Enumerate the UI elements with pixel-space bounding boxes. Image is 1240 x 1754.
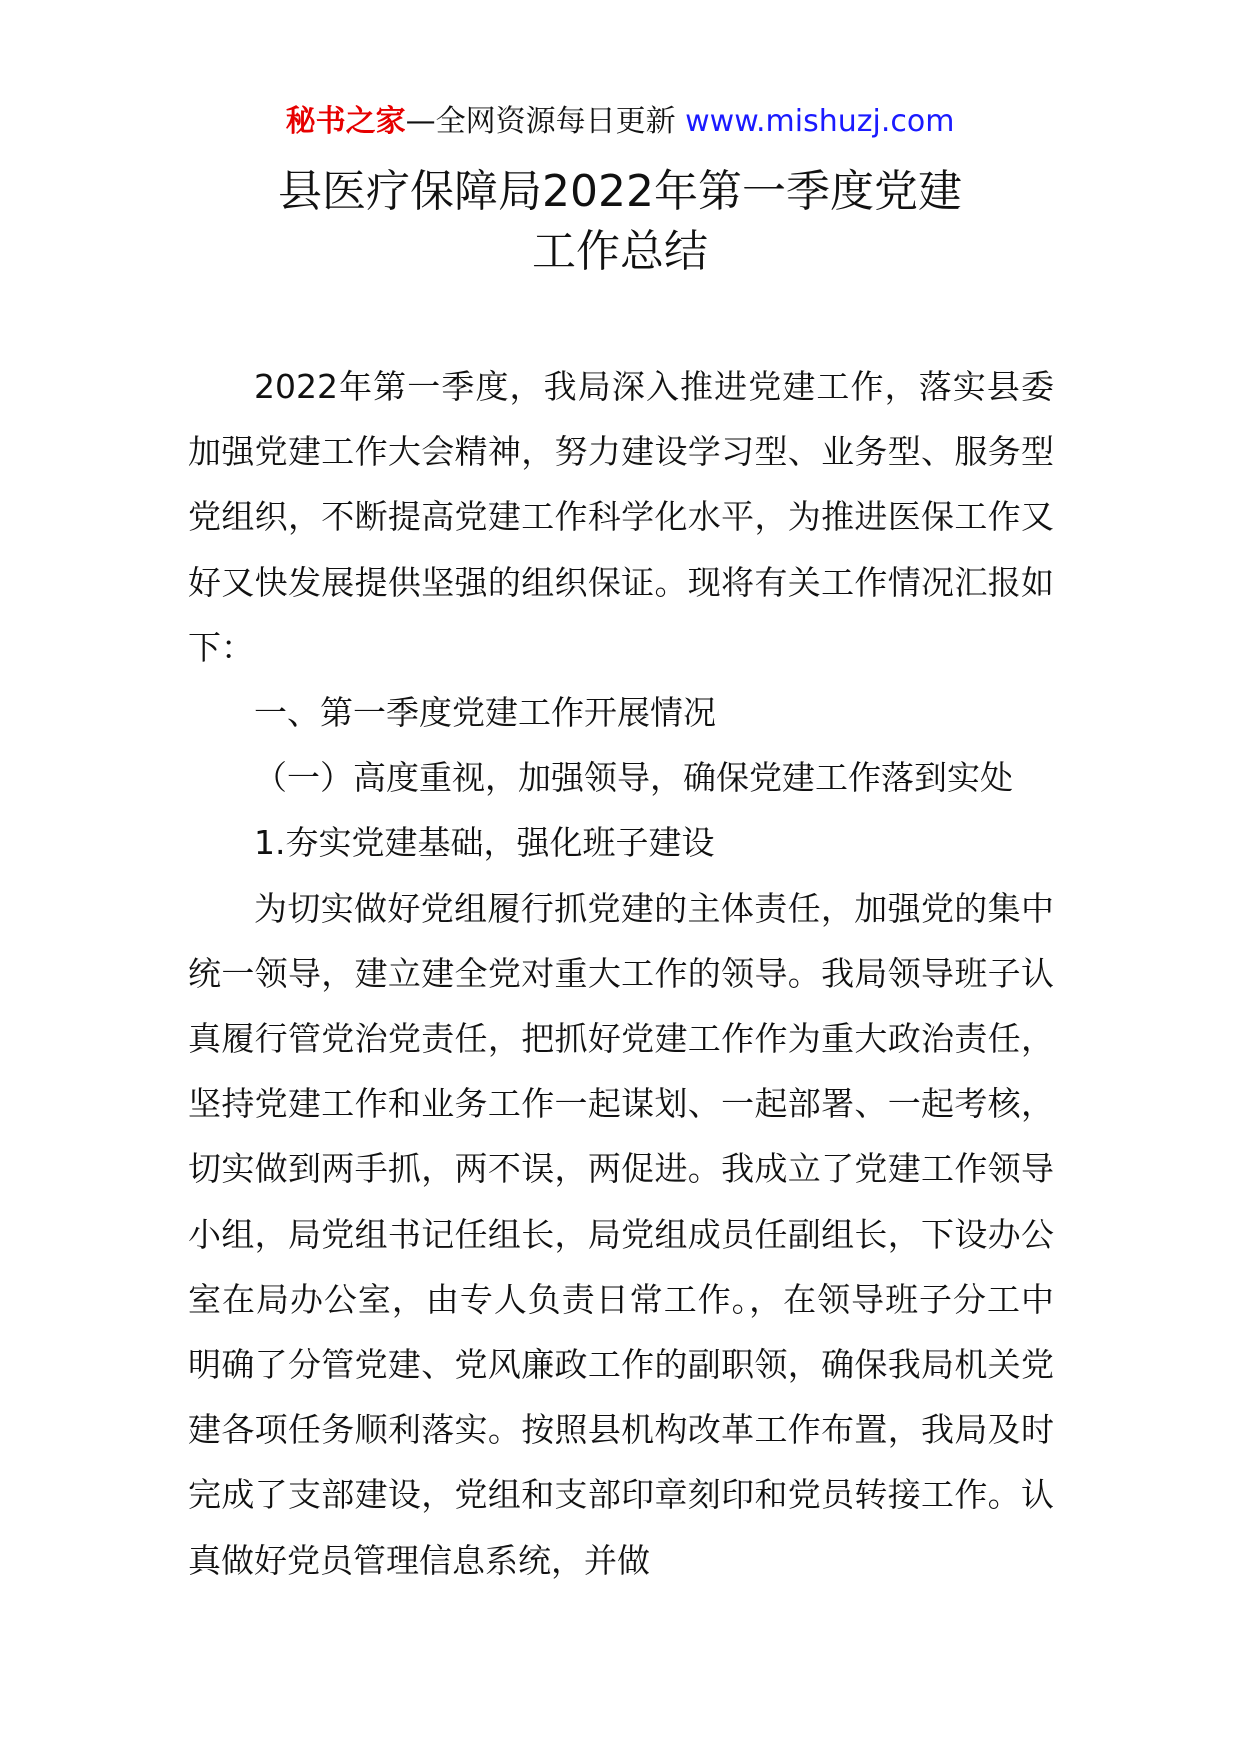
header-slogan: —全网资源每日更新 [405, 104, 676, 139]
title-line-2: 工作总结 [532, 226, 708, 277]
document-title [0, 162, 1240, 282]
heading-subsection-1: （一）高度重视，加强领导，确保党建工作落到实处 [254, 758, 1013, 798]
header-brand: 秘书之家 [285, 104, 406, 139]
title-line-1: 县医疗保障局2022年第一季度党建 [278, 166, 962, 217]
site-header [0, 102, 1240, 142]
header-url-link[interactable]: www.mishuzj.com [685, 104, 955, 139]
paragraph-intro: 2022年第一季度，我局深入推进党建工作，落实县委加强党建工作大会精神，努力建设学习型、业务型、服务型党组织，不断提高党建工作科学化水平，为推进医保工作又好又快发展提供坚强的组织保证。现将有关工作情况汇报如下： [188, 367, 1054, 667]
heading-item-1: 1.夯实党建基础，强化班子建设 [254, 823, 715, 863]
heading-section-1: 一、第一季度党建工作开展情况 [254, 693, 716, 733]
paragraph-body: 为切实做好党组履行抓党建的主体责任，加强党的集中统一领导，建立建全党对重大工作的领导。我局领导班子认真履行管党治党责任，把抓好党建工作作为重大政治责任，坚持党建工作和业务工作一起谋划、一起部署、一起考核，切实做到两手抓，两不误，两促进。我成立了党建工作领导小组，局党组书记任组长，局党组成员任副组长，下设办公室在局办公室，由专人负责日常工作。，在领导班子分工中明确了分管党建、党风廉政工作的副职领，确保我局机关党建各项任务顺利落实。按照县机构改革工作布置，我局及时完成了支部建设，党组和支部印章刻印和党员转接工作。认真做好党员管理信息系统，并做 [188, 888, 1054, 1580]
document-body [188, 354, 1054, 1593]
